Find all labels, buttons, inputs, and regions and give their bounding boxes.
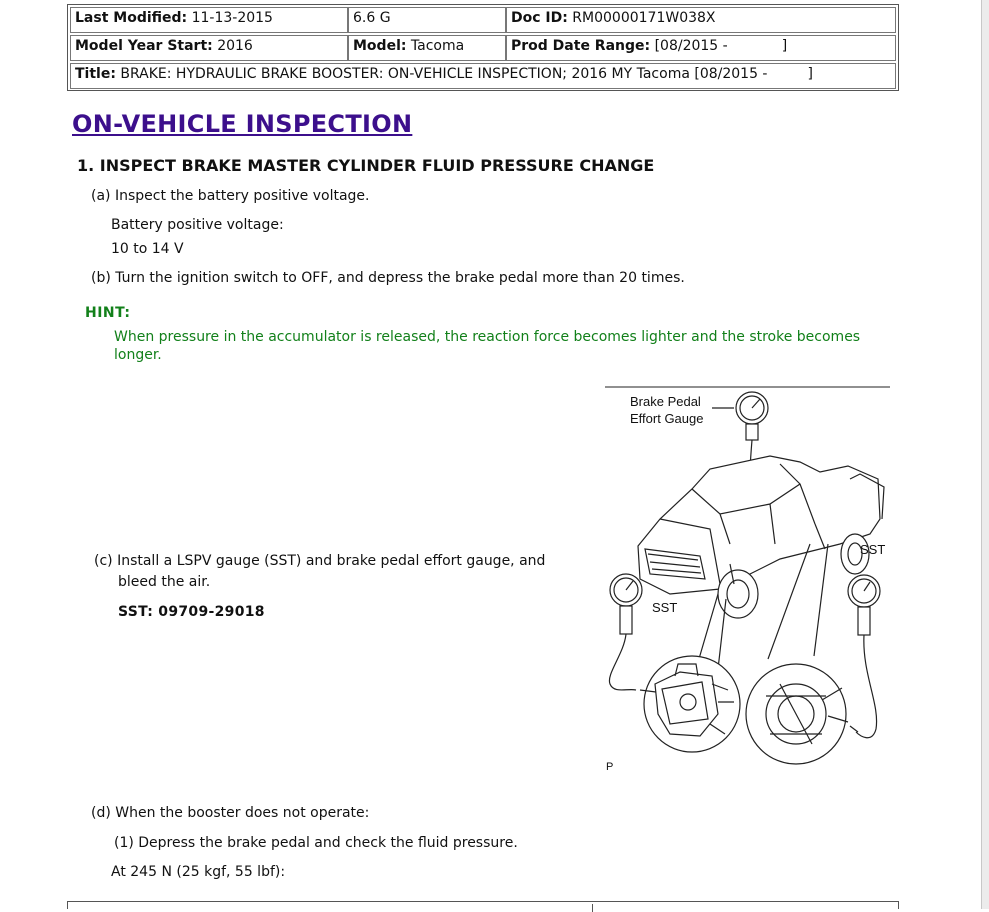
- model-label: Model:: [353, 38, 407, 54]
- doc-id-label: Doc ID:: [511, 10, 568, 26]
- step-a: (a) Inspect the battery positive voltage.: [91, 188, 370, 204]
- battery-label: Battery positive voltage:: [111, 217, 284, 233]
- prod-date-close: ]: [781, 38, 788, 54]
- header-table: [67, 4, 899, 91]
- title-value: BRAKE: HYDRAULIC BRAKE BOOSTER: ON-VEHICLE INSPECTION; 2016 MY Tacoma [08/2015 -: [120, 66, 768, 82]
- last-modified-cell: [70, 7, 348, 33]
- sst-number: SST: 09709-29018: [118, 604, 265, 620]
- inspection-illustration: [600, 384, 894, 776]
- hint-title: HINT:: [85, 305, 131, 321]
- model-year-value: 2016: [217, 38, 253, 54]
- figure-label-corner: P: [606, 761, 614, 773]
- engine-cell: [348, 7, 506, 33]
- last-modified-value: 11-13-2015: [191, 10, 273, 26]
- next-table-edge: [67, 901, 899, 909]
- model-value: Tacoma: [410, 38, 465, 54]
- doc-id-cell: [506, 7, 896, 33]
- last-modified-label: Last Modified:: [75, 10, 188, 26]
- model-year-cell: [70, 35, 348, 61]
- hint-text: When pressure in the accumulator is released, the reaction force becomes lighter and the stroke becomes longer.: [114, 329, 861, 363]
- figure-label-sst-left: SST: [652, 600, 678, 615]
- step-c-line1: (c) Install a LSPV gauge (SST) and brake pedal effort gauge, and: [94, 553, 546, 569]
- figure-label-sst-right: SST: [860, 542, 886, 557]
- prod-date-cell: [506, 35, 896, 61]
- figure-label-gauge-2: Effort Gauge: [630, 411, 704, 426]
- figure-label-gauge-1: Brake Pedal: [630, 394, 701, 409]
- step-d1: (1) Depress the brake pedal and check the fluid pressure.: [114, 835, 518, 851]
- engine-value: 6.6 G: [353, 10, 391, 26]
- prod-date-label: Prod Date Range:: [511, 38, 651, 54]
- section-heading: 1. INSPECT BRAKE MASTER CYLINDER FLUID PRESSURE CHANGE: [77, 156, 655, 175]
- illustration-svg: [600, 384, 894, 776]
- title-close: ]: [807, 66, 813, 82]
- battery-value: 10 to 14 V: [111, 241, 184, 257]
- page-title: ON-VEHICLE INSPECTION: [72, 110, 413, 138]
- title-label: Title:: [75, 66, 116, 82]
- prod-date-value: [08/2015 -: [654, 38, 728, 54]
- window-scrollbar[interactable]: [981, 0, 989, 909]
- step-c-line2: bleed the air.: [118, 574, 211, 590]
- doc-id-value: RM00000171W038X: [572, 10, 716, 26]
- force-value: At 245 N (25 kgf, 55 lbf):: [111, 864, 286, 880]
- model-year-label: Model Year Start:: [75, 38, 213, 54]
- step-b: (b) Turn the ignition switch to OFF, and depress the brake pedal more than 20 times.: [91, 270, 685, 286]
- step-d: (d) When the booster does not operate:: [91, 805, 370, 821]
- title-cell: [70, 63, 896, 89]
- model-cell: [348, 35, 506, 61]
